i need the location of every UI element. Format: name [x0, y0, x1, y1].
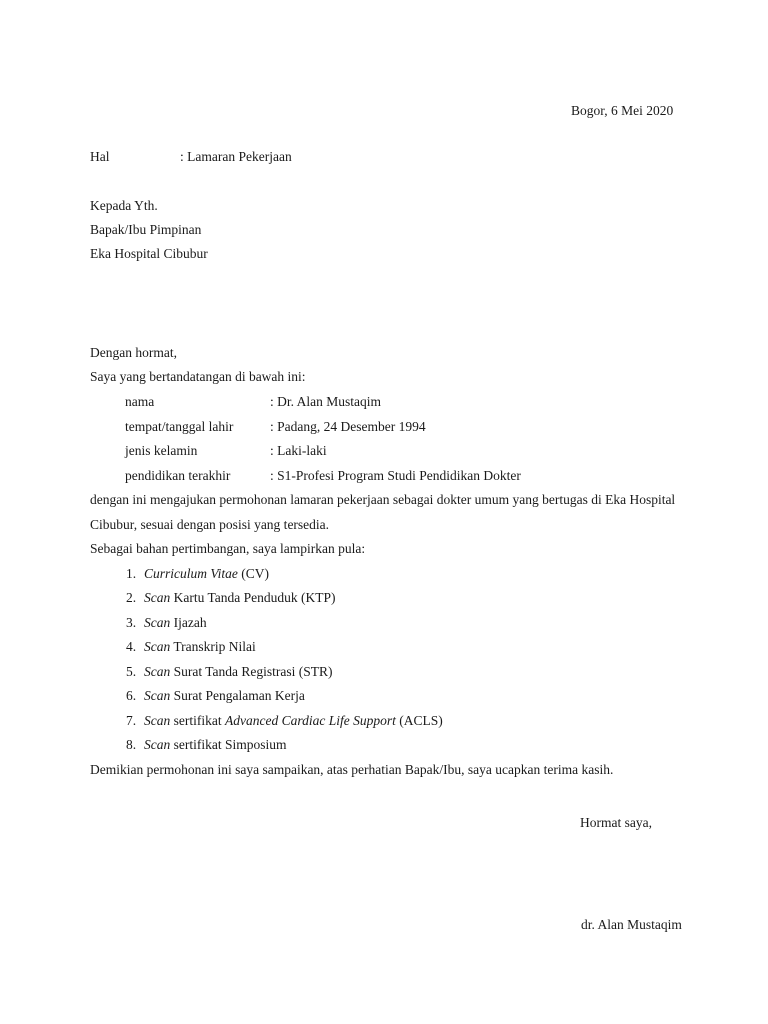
subject-label: Hal [90, 149, 110, 164]
identity-label: pendidikan terakhir [125, 468, 231, 483]
list-item: Scan Kartu Tanda Penduduk (KTP) [144, 590, 336, 605]
list-item: Curriculum Vitae (CV) [144, 566, 269, 581]
signoff: Hormat saya, [580, 815, 652, 830]
list-number: 4. [126, 639, 137, 654]
list-number: 5. [126, 664, 137, 679]
list-item: Scan Surat Pengalaman Kerja [144, 688, 305, 703]
closing-line: Demikian permohonan ini saya sampaikan, atas perhatian Bapak/Ibu, saya ucapkan terima kasih. [90, 762, 614, 777]
list-number: 8. [126, 737, 137, 752]
body-line-1: dengan ini mengajukan permohonan lamaran pekerjaan sebagai dokter umum yang bertugas di Eka Hospital [90, 492, 676, 507]
list-item: Scan Transkrip Nilai [144, 639, 256, 654]
identity-label: jenis kelamin [125, 443, 198, 458]
list-item: Scan Surat Tanda Registrasi (STR) [144, 664, 333, 679]
identity-value: : Dr. Alan Mustaqim [270, 394, 381, 409]
body-line-2: Cibubur, sesuai dengan posisi yang tersedia. [90, 517, 330, 532]
list-item: Scan sertifikat Simposium [144, 737, 287, 752]
list-number: 1. [126, 566, 137, 581]
subject-value: : Lamaran Pekerjaan [180, 149, 292, 164]
recipient-line-3: Eka Hospital Cibubur [90, 246, 208, 261]
list-number: 2. [126, 590, 137, 605]
recipient-line-1: Kepada Yth. [90, 198, 158, 213]
identity-value: : S1-Profesi Program Studi Pendidikan Dokter [270, 468, 521, 483]
list-number: 6. [126, 688, 137, 703]
attachments-intro: Sebagai bahan pertimbangan, saya lampirkan pula: [90, 541, 366, 556]
greeting: Dengan hormat, [90, 345, 177, 360]
signature-name: dr. Alan Mustaqim [581, 917, 682, 932]
list-item: Scan Ijazah [144, 615, 207, 630]
identity-label: nama [125, 394, 155, 409]
intro-line: Saya yang bertandatangan di bawah ini: [90, 369, 306, 384]
identity-value: : Padang, 24 Desember 1994 [270, 419, 426, 434]
list-number: 3. [126, 615, 137, 630]
list-number: 7. [126, 713, 137, 728]
identity-label: tempat/tanggal lahir [125, 419, 234, 434]
recipient-line-2: Bapak/Ibu Pimpinan [90, 222, 202, 237]
date-line: Bogor, 6 Mei 2020 [571, 103, 674, 118]
identity-value: : Laki-laki [270, 443, 327, 458]
list-item: Scan sertifikat Advanced Cardiac Life Support (ACLS) [144, 713, 443, 728]
